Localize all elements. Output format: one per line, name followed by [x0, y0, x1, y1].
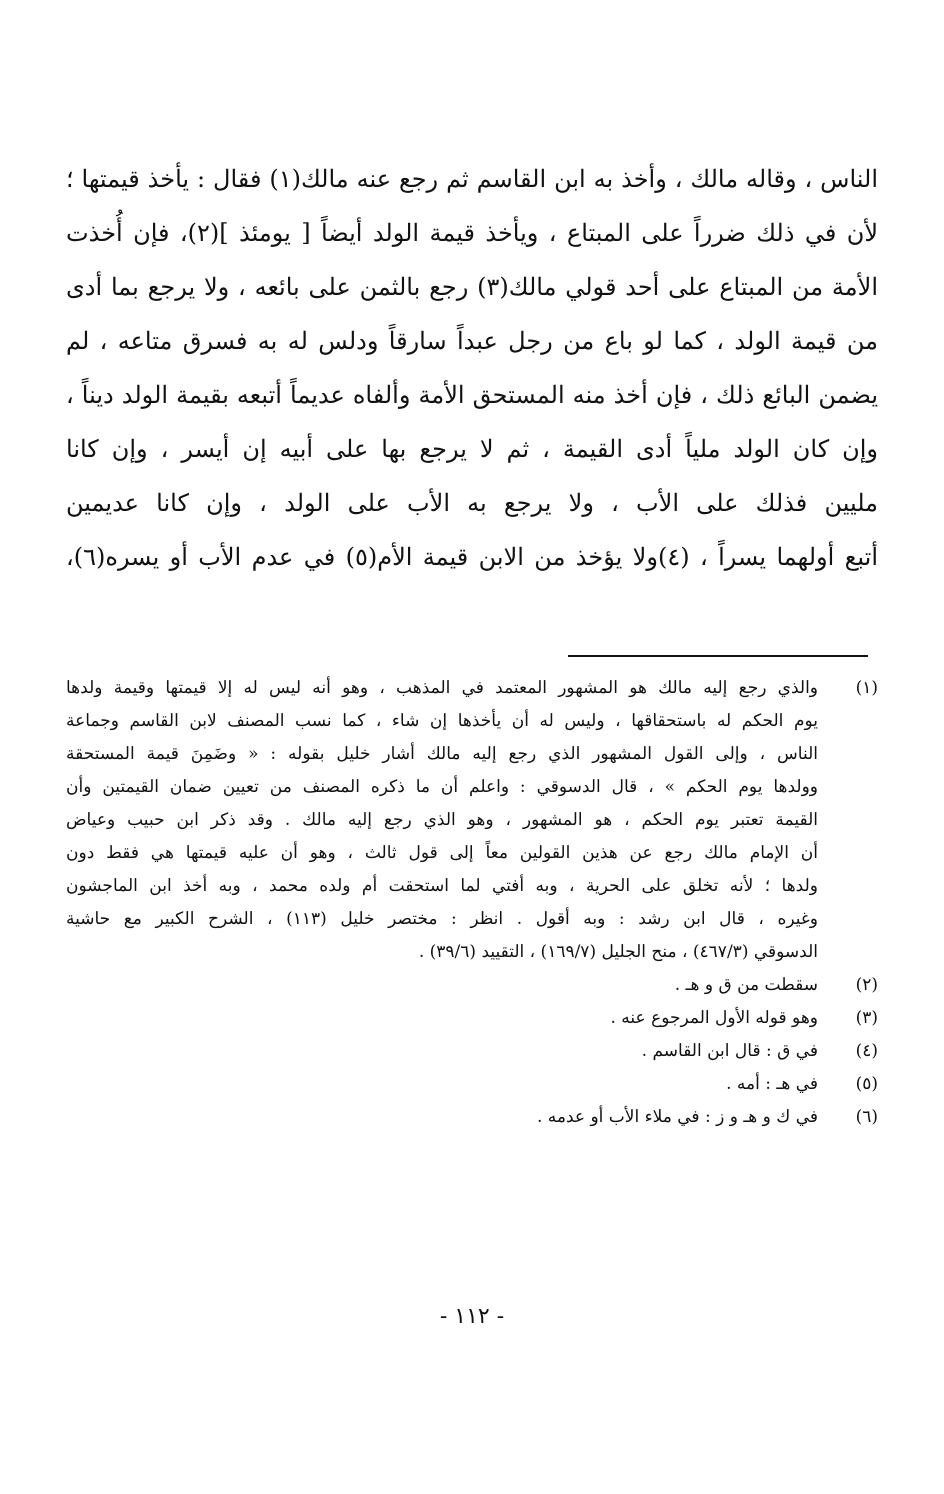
- main-text-line: من قيمة الولد ، كما لو باع من رجل عبداً سارقاً ودلس له به فسرق متاعه ، لم: [66, 327, 878, 355]
- main-text-block: [66, 152, 878, 584]
- footnote-number: (٢): [855, 975, 878, 995]
- footnote-number: (٥): [855, 1074, 878, 1094]
- footnote-2: [66, 969, 878, 1002]
- footnote-3: [66, 1002, 878, 1035]
- footnote-1: [66, 672, 878, 969]
- footnote-line: في ك و هـ و ز : في ملاء الأب أو عدمه .: [536, 1107, 818, 1127]
- footnote-5: [66, 1068, 878, 1101]
- footnote-6: [66, 1101, 878, 1134]
- footnotes-block: [66, 672, 878, 1134]
- footnote-line: والذي رجع إليه مالك هو المشهور المعتمد في المذهب ، وهو أنه ليس له إلا قيمتها وقيمة ولدها: [66, 678, 818, 698]
- footnote-number: (١): [855, 678, 878, 698]
- footnote-body: [66, 672, 818, 969]
- footnote-4: [66, 1035, 878, 1068]
- footnote-line: في ق : قال ابن القاسم .: [641, 1041, 818, 1061]
- footnote-line: سقطت من ق و هـ .: [674, 975, 818, 995]
- footnote-line: الناس ، وإلى القول المشهور الذي رجع إليه مالك أشار خليل بقوله : « وضَمِنَ قيمة المستحقة: [66, 744, 818, 764]
- footnote-number: (٤): [855, 1041, 878, 1061]
- footnote-body: [66, 969, 818, 1002]
- footnote-line: الدسوقي (٤٦٧/٣) ، منح الجليل (١٦٩/٧) ، التقييد (٣٩/٦) .: [418, 942, 818, 962]
- main-text-line: لأن في ذلك ضرراً على المبتاع ، ويأخذ قيمة الولد أيضاً [ يومئذ ](٢)، فإن أُخذت: [66, 219, 878, 247]
- main-text-line: أتبع أولهما يسراً ، (٤)ولا يؤخذ من الابن قيمة الأم(٥) في عدم الأب أو يسره(٦)،: [66, 543, 878, 571]
- main-text-line: الأمة من المبتاع على أحد قولي مالك(٣) رجع بالثمن على بائعه ، ولا يرجع بما أدى: [66, 273, 878, 301]
- footnote-body: [66, 1035, 818, 1068]
- main-text-line: وإن كان الولد ملياً أدى القيمة ، ثم لا يرجع بها على أبيه إن أيسر ، وإن كانا: [66, 435, 878, 463]
- footnote-separator: [568, 655, 868, 657]
- footnote-line: ولدها ؛ لأنه تخلق على الحرية ، وبه أفتي لما استحقت أم ولده محمد ، وبه أخذ ابن الماجشون: [66, 876, 818, 896]
- main-text-line: مليين فذلك على الأب ، ولا يرجع به الأب على الولد ، وإن كانا عديمين: [66, 489, 878, 517]
- footnote-body: [66, 1101, 818, 1134]
- footnote-number: (٣): [855, 1008, 878, 1028]
- footnote-body: [66, 1002, 818, 1035]
- footnote-line: يوم الحكم له باستحقاقها ، وليس له أن يأخذها إن شاء ، كما نسب المصنف لابن القاسم وجماعة: [66, 711, 818, 731]
- footnote-line: أن الإمام مالك رجع عن هذين القولين معاً إلى قول ثالث ، وهو أن عليه قيمتها هي فقط دون: [66, 843, 818, 863]
- footnote-line: وغيره ، قال ابن رشد : وبه أقول . انظر : مختصر خليل (١١٣) ، الشرح الكبير مع حاشية: [66, 909, 818, 929]
- footnote-line: وولدها يوم الحكم » ، قال الدسوقي : واعلم أن ما ذكره المصنف من تعيين ضمان القيمتين وأن: [66, 777, 818, 797]
- footnote-number: (٦): [855, 1107, 878, 1127]
- page-number: - ١١٢ -: [439, 1304, 505, 1329]
- footnote-line: في هـ : أمه .: [726, 1074, 818, 1094]
- footnote-body: [66, 1068, 818, 1101]
- footnote-line: وهو قوله الأول المرجوع عنه .: [610, 1008, 818, 1028]
- main-text-line: يضمن البائع ذلك ، فإن أخذ منه المستحق الأمة وألفاه عديماً أتبعه بقيمة الولد ديناً ،: [66, 381, 878, 409]
- footnote-line: القيمة تعتبر يوم الحكم ، هو المشهور ، وهو الذي رجع إليه مالك . وقد ذكر ابن حبيب وعياض: [66, 810, 818, 830]
- main-text-line: الناس ، وقاله مالك ، وأخذ به ابن القاسم ثم رجع عنه مالك(١) فقال : يأخذ قيمتها ؛: [66, 165, 878, 193]
